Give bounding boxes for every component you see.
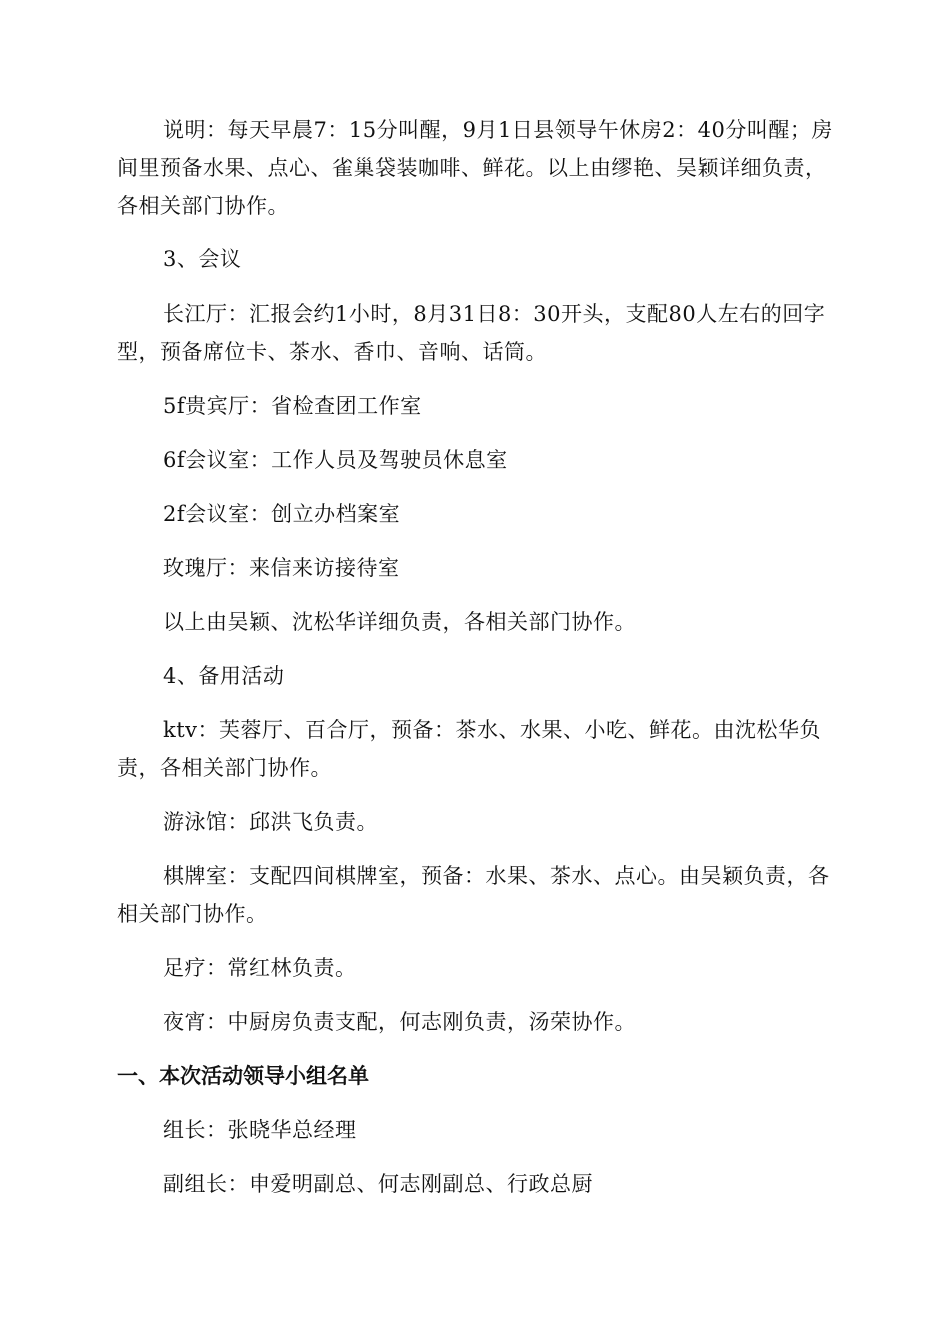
paragraph-foot-massage: 足疗：常红林负责。 xyxy=(163,956,357,980)
paragraph-changjiang-hall: 长江厅：汇报会约1小时，8月31日8：30开头，支配80人左右的回字型，预备席位卡、茶水、香巾、音响、话筒。 xyxy=(117,302,826,364)
paragraph-late-supper: 夜宵：中厨房负责支配，何志刚负责，汤荣协作。 xyxy=(163,1010,636,1034)
paragraph-group-leader: 组长：张晓华总经理 xyxy=(163,1118,357,1142)
paragraph-rose-hall: 玫瑰厅：来信来访接待室 xyxy=(163,556,400,580)
paragraph-vip-hall: 5f贵宾厅：省检查团工作室 xyxy=(163,394,422,418)
paragraph-wakeup-note: 说明：每天早晨7：15分叫醒，9月1日县领导午休房2：40分叫醒；房间里预备水果、点心、雀巢袋装咖啡、鲜花。以上由缪艳、吴颖详细负责，各相关部门协作。 xyxy=(117,118,833,218)
paragraph-ktv: ktv：芙蓉厅、百合厅，预备：茶水、水果、小吃、鲜花。由沈松华负责，各相关部门协作。 xyxy=(117,718,822,780)
section-heading-leadership-group: 一、本次活动领导小组名单 xyxy=(117,1064,369,1088)
paragraph-2f-meeting-room: 2f会议室：创立办档案室 xyxy=(163,502,401,526)
paragraph-backup-activities-heading: 4、备用活动 xyxy=(163,664,285,688)
paragraph-meeting-owners: 以上由吴颖、沈松华详细负责，各相关部门协作。 xyxy=(163,610,636,634)
paragraph-meeting-heading: 3、会议 xyxy=(163,247,242,271)
paragraph-deputy-leaders: 副组长：申爱明副总、何志刚副总、行政总厨 xyxy=(163,1172,593,1196)
paragraph-swimming: 游泳馆：邱洪飞负责。 xyxy=(163,810,378,834)
paragraph-6f-meeting-room: 6f会议室：工作人员及驾驶员休息室 xyxy=(163,448,508,472)
paragraph-chess-room: 棋牌室：支配四间棋牌室，预备：水果、茶水、点心。由吴颖负责，各相关部门协作。 xyxy=(117,864,830,926)
